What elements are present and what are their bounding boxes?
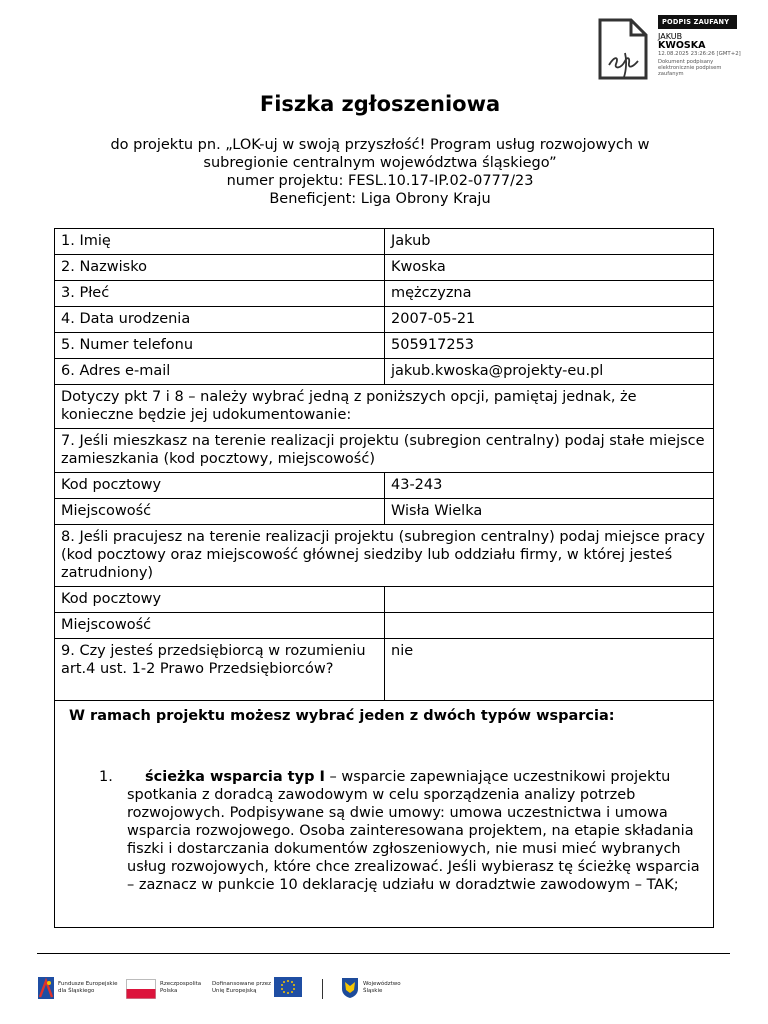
field-label-last-name: 2. Nazwisko — [55, 255, 385, 281]
field-label-first-name: 1. Imię — [55, 229, 385, 255]
page-title: Fiszka zgłoszeniowa — [259, 92, 501, 116]
section-8-header: 8. Jeśli pracujesz na terenie realizacji projektu (subregion centralny) podaj miejsce pracy (kod pocztowy oraz miejscowość głównej siedziby lub oddziału firmy, w której jesteś zatrudniony) — [55, 525, 714, 587]
signature-badge: PODPIS ZAUFANY — [658, 15, 737, 29]
table-row — [55, 229, 714, 255]
table-row — [55, 333, 714, 359]
note-points-7-8: Dotyczy pkt 7 i 8 – należy wybrać jedną z poniższych opcji, pamiętaj jednak, że konieczne będzie jej udokumentowanie: — [55, 385, 714, 429]
signer-last-name: KWOSKA — [658, 40, 706, 51]
table-row — [55, 701, 714, 928]
question-9-label: 9. Czy jesteś przedsiębiorcą w rozumieniu art.4 ust. 1-2 Prawo Przedsiębiorców? — [55, 639, 385, 701]
fe-logo-icon — [38, 977, 54, 999]
support-item-title: ścieżka wsparcia typ I — [145, 769, 325, 785]
support-item-description: – wsparcie zapewniające uczestnikowi projektu spotkania z doradcą zawodowym w celu sporządzenia analizy potrzeb rozwojowych. Podpisywane są dwie umowy: umowa uczestnictwa i umowa wsparcia rozwojowego. Osoba zainteresowana projektem, na etapie składania fiszki i dostarczania dokumentów zgłoszeniowych, nie musi mieć wybranych usług rozwojowych, które chce zrealizować. Jeśli wybierasz tę ścieżkę wsparcia – zaznacz w punkcie 10 deklarację udziału w doradztwie zawodowym – TAK; — [127, 769, 700, 893]
section-7-town-label: Miejscowość — [55, 499, 385, 525]
field-value-phone[interactable]: 505917253 — [385, 333, 714, 359]
support-item-number: 1. — [99, 769, 113, 785]
table-row — [55, 587, 714, 613]
table-row — [55, 385, 714, 429]
support-heading: W ramach projektu możesz wybrać jeden z dwóch typów wsparcia: — [69, 708, 615, 724]
field-value-first-name[interactable]: Jakub — [385, 229, 714, 255]
intro-line-1: do projektu pn. „LOK-uj w swoją przyszłość! Program usług rozwojowych w — [110, 137, 650, 153]
support-item-text — [99, 768, 703, 894]
field-label-birth-date: 4. Data urodzenia — [55, 307, 385, 333]
section-7-header: 7. Jeśli mieszkasz na terenie realizacji projektu (subregion centralny) podaj stałe miejsce zamieszkania (kod pocztowy, miejscowość) — [55, 429, 714, 473]
pl-logo-text: Rzeczpospolita Polska — [160, 981, 202, 994]
eu-logo-text: Dofinansowane przez Unię Europejską — [212, 981, 272, 994]
eu-flag-icon — [274, 977, 302, 997]
section-8-town-label: Miejscowość — [55, 613, 385, 639]
field-label-email: 6. Adres e-mail — [55, 359, 385, 385]
application-form-table — [54, 228, 714, 928]
field-value-email[interactable]: jakub.kwoska@projekty-eu.pl — [385, 359, 714, 385]
table-row — [55, 429, 714, 473]
intro-line-2: subregionie centralnym województwa śląskiego” — [203, 155, 557, 171]
section-7-town-value[interactable]: Wisła Wielka — [385, 499, 714, 525]
trusted-signature-stamp — [597, 15, 741, 83]
support-path-item — [69, 768, 703, 894]
field-value-birth-date[interactable]: 2007-05-21 — [385, 307, 714, 333]
table-row — [55, 255, 714, 281]
section-8-postal-label: Kod pocztowy — [55, 587, 385, 613]
intro-line-4: Beneficjent: Liga Obrony Kraju — [269, 191, 491, 207]
signature-date: 12.08.2025 23:26:26 [GMT+2] — [658, 51, 741, 57]
table-row — [55, 639, 714, 701]
table-row — [55, 473, 714, 499]
polish-flag-icon — [126, 979, 156, 999]
support-types-cell — [55, 701, 714, 928]
table-row — [55, 525, 714, 587]
signer-first-name: JAKUB — [658, 32, 683, 41]
slask-coat-of-arms-icon — [341, 977, 359, 999]
footer-divider — [37, 953, 730, 954]
section-8-postal-value[interactable] — [385, 587, 714, 613]
project-intro — [60, 136, 700, 208]
field-value-last-name[interactable]: Kwoska — [385, 255, 714, 281]
section-7-postal-label: Kod pocztowy — [55, 473, 385, 499]
field-label-sex: 3. Płeć — [55, 281, 385, 307]
slask-logo-text: Województwo Śląskie — [363, 981, 401, 994]
signature-info — [658, 15, 741, 77]
question-9-value[interactable]: nie — [385, 639, 714, 701]
section-7-postal-value[interactable]: 43-243 — [385, 473, 714, 499]
logo-separator — [322, 979, 323, 999]
intro-line-3: numer projektu: FESL.10.17-IP.02-0777/23 — [226, 173, 534, 189]
table-row — [55, 359, 714, 385]
signature-note: Dokument podpisany elektronicznie podpisem zaufanym — [658, 59, 722, 77]
table-row — [55, 499, 714, 525]
signed-document-icon — [597, 17, 649, 81]
table-row — [55, 613, 714, 639]
field-value-sex[interactable]: mężczyzna — [385, 281, 714, 307]
field-label-phone: 5. Numer telefonu — [55, 333, 385, 359]
funding-logos — [38, 975, 438, 1005]
table-row — [55, 307, 714, 333]
table-row — [55, 281, 714, 307]
fe-logo-text: Fundusze Europejskie dla Śląskiego — [58, 981, 118, 994]
section-8-town-value[interactable] — [385, 613, 714, 639]
